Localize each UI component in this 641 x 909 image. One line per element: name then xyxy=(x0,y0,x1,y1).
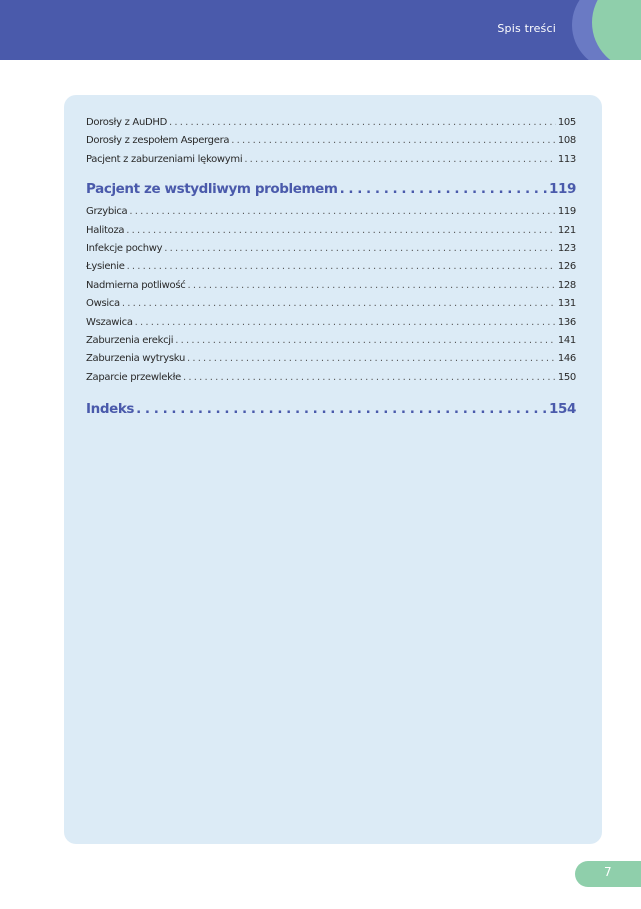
toc-panel xyxy=(64,95,602,844)
leader-dots xyxy=(129,203,555,221)
page-header xyxy=(0,0,641,60)
toc-entry[interactable]: Dorosły z zespołem Aspergera . . . 108 xyxy=(86,132,576,150)
leader-dots xyxy=(244,151,555,169)
leader-dots xyxy=(187,277,555,295)
leader-dots xyxy=(126,222,556,240)
header-section-title: Spis treści xyxy=(497,22,556,35)
toc-section-heading[interactable]: Indeks . . . 154 xyxy=(86,395,576,423)
toc-entry[interactable]: Łysienie . . . 126 xyxy=(86,258,576,276)
toc-entry[interactable]: Owsica . . . 131 xyxy=(86,295,576,313)
toc-entry[interactable]: Pacjent z zaburzeniami lękowymi . . . 113 xyxy=(86,151,576,169)
toc-entry[interactable]: Grzybica . . . 119 xyxy=(86,203,576,221)
leader-dots xyxy=(183,369,556,387)
toc-entry[interactable]: Infekcje pochwy . . . 123 xyxy=(86,240,576,258)
table-of-contents xyxy=(86,114,576,423)
leader-dots xyxy=(122,295,556,313)
leader-dots xyxy=(340,175,547,203)
leader-dots xyxy=(136,395,547,423)
toc-entry[interactable]: Zaparcie przewlekłe . . . 150 xyxy=(86,369,576,387)
toc-entry[interactable]: Nadmierna potliwość . . . 128 xyxy=(86,277,576,295)
toc-entry[interactable]: Dorosły z AuDHD . . . 105 xyxy=(86,114,576,132)
page-number: 7 xyxy=(604,865,612,879)
leader-dots xyxy=(169,114,556,132)
leader-dots xyxy=(187,350,556,368)
leader-dots xyxy=(231,132,556,150)
toc-entry[interactable]: Wszawica . . . 136 xyxy=(86,314,576,332)
leader-dots xyxy=(135,314,556,332)
toc-section-heading[interactable]: Pacjent ze wstydliwym problemem . . . 119 xyxy=(86,175,576,203)
leader-dots xyxy=(164,240,556,258)
leader-dots xyxy=(175,332,556,350)
toc-entry[interactable]: Zaburzenia erekcji . . . 141 xyxy=(86,332,576,350)
toc-entry[interactable]: Zaburzenia wytrysku . . . 146 xyxy=(86,350,576,368)
toc-entry[interactable]: Halitoza . . . 121 xyxy=(86,222,576,240)
leader-dots xyxy=(127,258,556,276)
